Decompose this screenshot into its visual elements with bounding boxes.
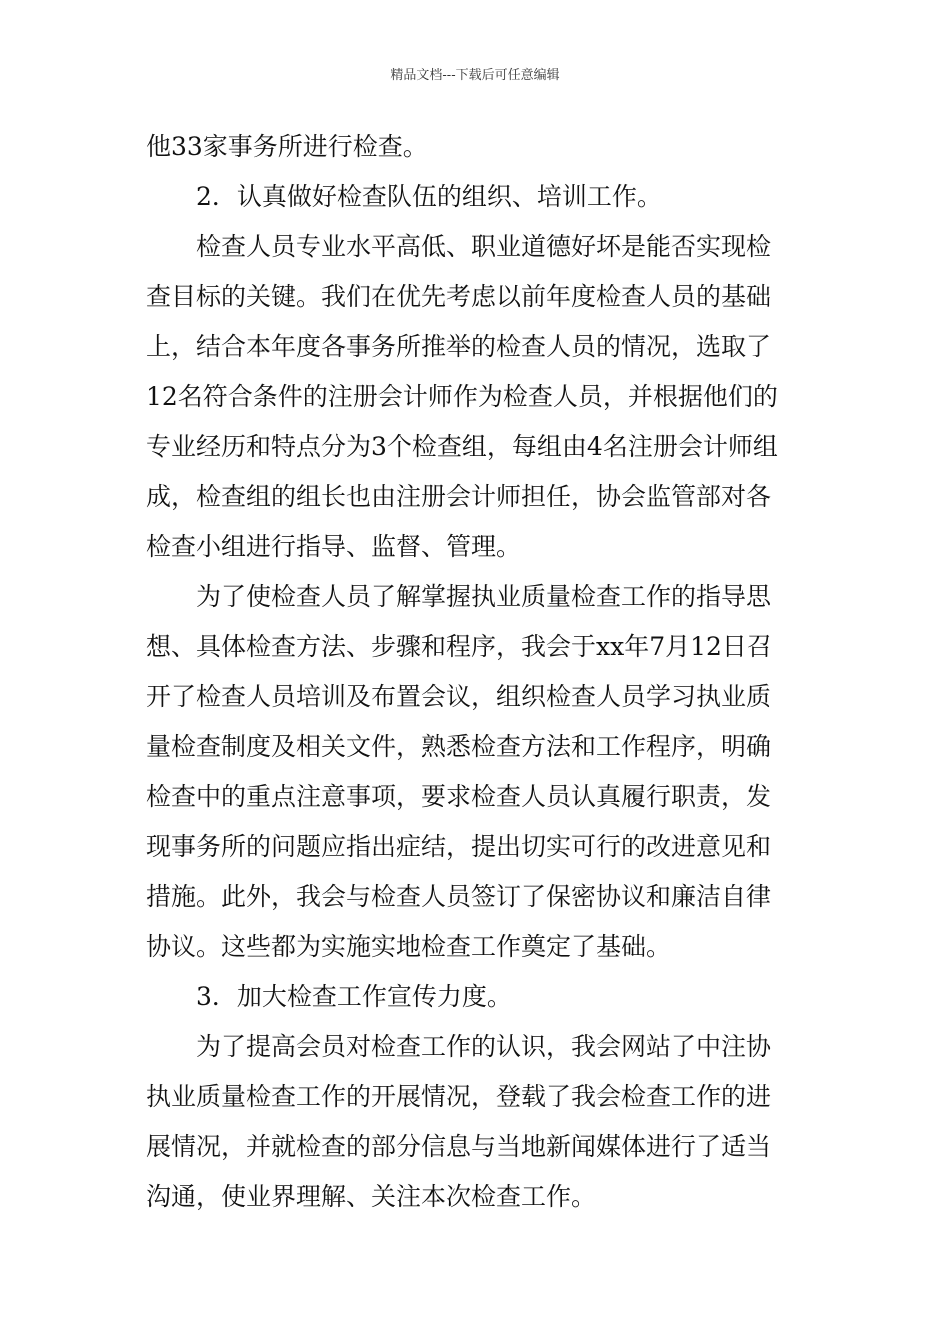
text-line: 查目标的关键。我们在优先考虑以前年度检查人员的基础 (146, 282, 772, 311)
text-line: 协议。这些都为实施实地检查工作奠定了基础。 (146, 932, 672, 961)
text-line: 上，结合本年度各事务所推举的检查人员的情况，选取了 (146, 332, 772, 361)
text-line: 执业质量检查工作的开展情况，登载了我会检查工作的进 (146, 1082, 772, 1111)
section-heading: 2．认真做好检查队伍的组织、培训工作。 (196, 182, 662, 211)
paragraph-first-line: 为了提高会员对检查工作的认识，我会网站了中注协 (196, 1032, 772, 1061)
text-line: 他33家事务所进行检查。 (146, 132, 428, 161)
text-line: 措施。此外，我会与检查人员签订了保密协议和廉洁自律 (146, 882, 772, 911)
text-line: 12名符合条件的注册会计师作为检查人员，并根据他们的 (146, 382, 778, 411)
text-line: 专业经历和特点分为3个检查组，每组由4名注册会计师组 (146, 432, 778, 461)
paragraph-first-line: 检查人员专业水平高低、职业道德好坏是能否实现检 (196, 232, 772, 261)
page-header: 精品文档---下载后可任意编辑 (390, 68, 560, 83)
text-line: 现事务所的问题应指出症结，提出切实可行的改进意见和 (146, 832, 772, 861)
paragraph-first-line: 为了使检查人员了解掌握执业质量检查工作的指导思 (196, 582, 772, 611)
text-line: 成，检查组的组长也由注册会计师担任，协会监管部对各 (146, 482, 772, 511)
text-line: 想、具体检查方法、步骤和程序，我会于xx年7月12日召 (146, 632, 772, 661)
text-line: 开了检查人员培训及布置会议，组织检查人员学习执业质 (146, 682, 772, 711)
section-heading: 3．加大检查工作宣传力度。 (196, 982, 512, 1011)
text-line: 检查小组进行指导、监督、管理。 (146, 532, 522, 561)
text-line: 检查中的重点注意事项，要求检查人员认真履行职责，发 (146, 782, 772, 811)
text-line: 展情况，并就检查的部分信息与当地新闻媒体进行了适当 (146, 1132, 772, 1161)
text-line: 沟通，使业界理解、关注本次检查工作。 (146, 1182, 597, 1211)
text-line: 量检查制度及相关文件，熟悉检查方法和工作程序，明确 (146, 732, 772, 761)
